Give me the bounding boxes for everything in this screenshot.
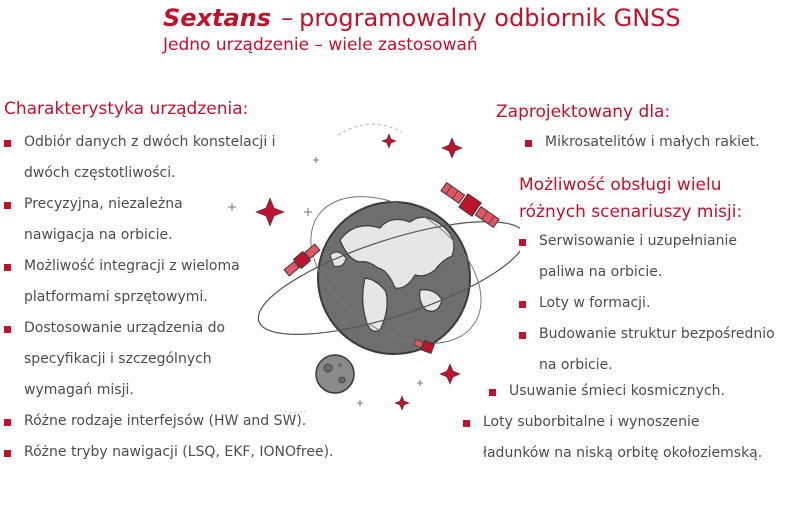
page-title (163, 4, 681, 32)
space-illustration (220, 110, 520, 420)
list-item-text: Mikrosatelitów i małych rakiet. (545, 134, 760, 150)
list-item (525, 127, 760, 158)
list-item-text: Precyzyjna, niezależna (24, 196, 183, 212)
list-item (4, 437, 334, 468)
list-item (519, 319, 775, 350)
list-item-text: Budowanie struktur bezpośrednio (539, 326, 775, 342)
designed-for-heading: Zaprojektowany dla: (496, 102, 671, 122)
page-subtitle: Jedno urządzenie – wiele zastosowań (163, 35, 478, 55)
bullet-square-icon (4, 264, 11, 271)
list-item (519, 288, 650, 319)
brand-name: Sextans (163, 4, 272, 32)
satellite-icon (283, 243, 321, 278)
bullet-square-icon (525, 140, 532, 147)
list-item-text: specyfikacji i szczególnych (24, 351, 212, 367)
list-item-continuation (519, 257, 662, 288)
list-item-text: Dostosowanie urządzenia do (24, 320, 226, 336)
bullet-square-icon (519, 239, 526, 246)
list-item (489, 376, 725, 407)
list-item-text: ładunków na niską orbitę okołoziemską. (483, 445, 763, 461)
list-item-continuation (463, 438, 762, 469)
bullet-square-icon (4, 140, 11, 147)
title-dash: – (281, 4, 294, 32)
scenarios-heading-line: Możliwość obsługi wielu (519, 175, 722, 195)
list-item-text: na orbicie. (539, 357, 613, 373)
scenarios-heading (519, 172, 742, 226)
title-text: programowalny odbiornik GNSS (299, 4, 681, 32)
list-item-text: dwóch częstotliwości. (24, 165, 176, 181)
features-heading: Charakterystyka urządzenia: (4, 99, 249, 119)
list-item-text: Loty w formacji. (539, 295, 651, 311)
bullet-square-icon (4, 326, 11, 333)
bullet-square-icon (4, 202, 11, 209)
list-item-text: wymagań misji. (24, 382, 134, 398)
bullet-square-icon (463, 420, 470, 427)
scenarios-heading-line: różnych scenariuszy misji: (519, 202, 743, 222)
list-item-text: Możliwość integracji z wieloma (24, 258, 240, 274)
list-item-text: Loty suborbitalne i wynoszenie (483, 414, 700, 430)
moon-icon (316, 355, 354, 393)
list-item (519, 226, 737, 257)
list-item-text: Serwisowanie i uzupełnianie (539, 233, 737, 249)
list-item-text: paliwa na orbicie. (539, 264, 663, 280)
bullet-square-icon (4, 419, 11, 426)
bullet-square-icon (4, 450, 11, 457)
list-item-text: Odbiór danych z dwóch konstelacji i (24, 134, 276, 150)
list-item-text: Różne rodzaje interfejsów (HW and SW). (24, 413, 307, 429)
list-item-text: Usuwanie śmieci kosmicznych. (509, 383, 725, 399)
bullet-square-icon (519, 301, 526, 308)
bullet-square-icon (519, 332, 526, 339)
list-item-text: platformami sprzętowymi. (24, 289, 208, 305)
list-item-text: nawigacja na orbicie. (24, 227, 173, 243)
list-item-text: Różne tryby nawigacji (LSQ, EKF, IONOfree). (24, 444, 334, 460)
